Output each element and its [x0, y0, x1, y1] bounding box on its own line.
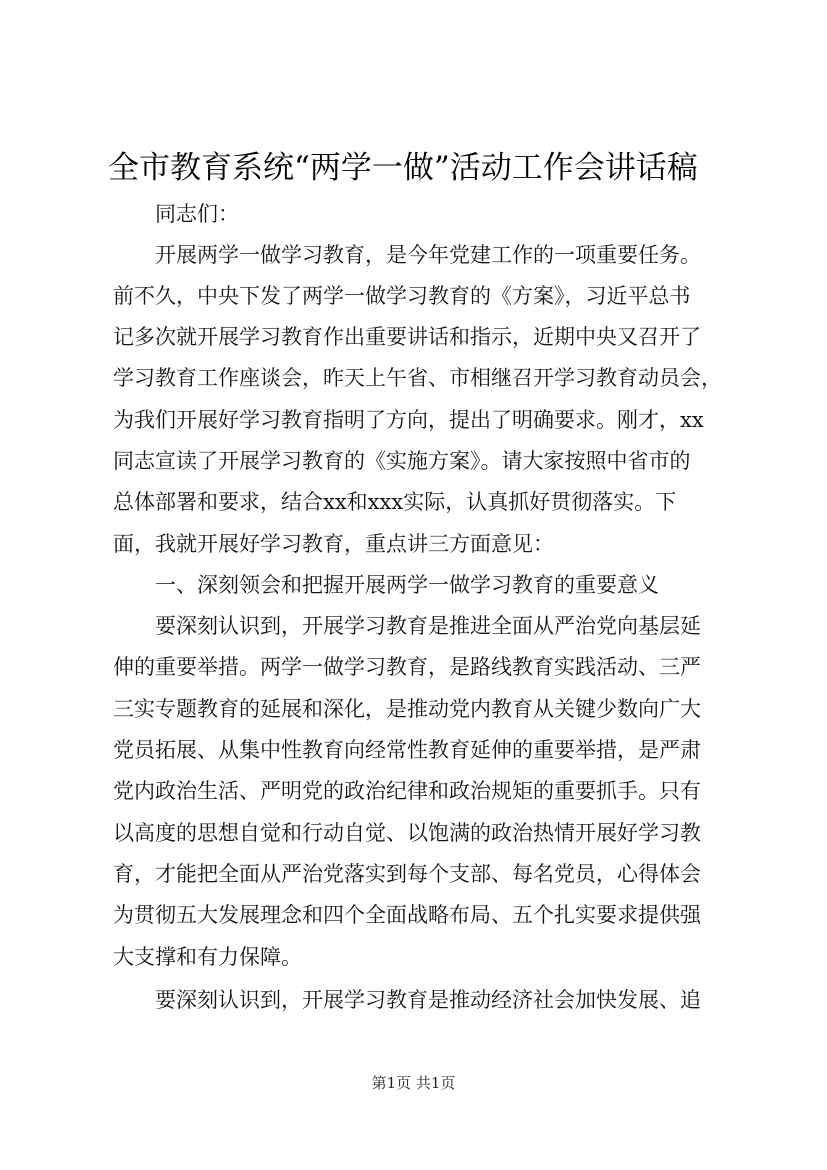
body-line: 为我们开展好学习教育指明了方向，提出了明确要求。刚才，xx	[113, 408, 704, 432]
page-footer: 第1页 共1页	[371, 1074, 456, 1092]
body-line: 三实专题教育的延展和深化，是推动党内教育从关键少数向广大	[113, 697, 701, 721]
body-line: 总体部署和要求，结合xx和xxx实际，认真抓好贯彻落实。下	[113, 490, 677, 514]
body-line: 要深刻认识到，开展学习教育是推进全面从严治党向基层延	[155, 614, 701, 638]
section-heading: 一、深刻领会和把握开展两学一做学习教育的重要意义	[155, 573, 659, 597]
body-line: 记多次就开展学习教育作出重要讲话和指示，近期中央又召开了	[113, 325, 701, 349]
document-title: 全市教育系统“两学一做”活动工作会讲话稿	[108, 150, 698, 186]
salutation-line: 同志们：	[155, 202, 239, 226]
body-line: 党内政治生活、严明党的政治纪律和政治规矩的重要抓手。只有	[113, 779, 701, 803]
body-line: 学习教育工作座谈会，昨天上午省、市相继召开学习教育动员会，	[113, 366, 722, 390]
body-line: 同志宣读了开展学习教育的《实施方案》。请大家按照中省市的	[113, 449, 691, 473]
body-line: 大支撑和有力保障。	[113, 945, 302, 969]
body-line: 为贯彻五大发展理念和四个全面战略布局、五个扎实要求提供强	[113, 903, 701, 927]
body-line: 前不久，中央下发了两学一做学习教育的《方案》，习近平总书	[113, 284, 691, 308]
body-line: 党员拓展、从集中性教育向经常性教育延伸的重要举措，是严肃	[113, 738, 701, 762]
body-line: 开展两学一做学习教育，是今年党建工作的一项重要任务。	[155, 243, 701, 267]
body-line: 育，才能把全面从严治党落实到每个支部、每名党员，心得体会	[113, 862, 701, 886]
body-line: 伸的重要举措。两学一做学习教育，是路线教育实践活动、三严	[113, 655, 701, 679]
body-line: 以高度的思想自觉和行动自觉、以饱满的政治热情开展好学习教	[113, 821, 701, 845]
body-line: 要深刻认识到，开展学习教育是推动经济社会加快发展、追	[155, 988, 701, 1012]
body-line: 面，我就开展好学习教育，重点讲三方面意见：	[113, 532, 554, 556]
